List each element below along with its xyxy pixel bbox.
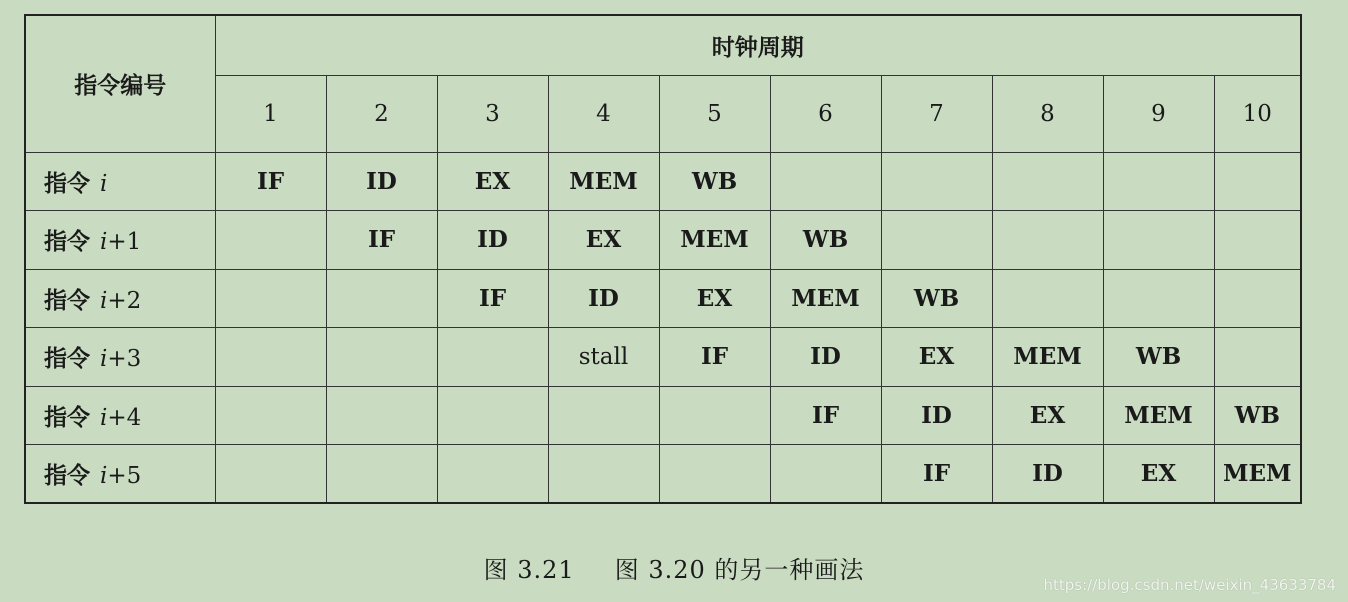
stage-cell: MEM bbox=[992, 328, 1103, 387]
cycle-number-2: 2 bbox=[326, 75, 437, 152]
stage-cell: EX bbox=[881, 328, 992, 387]
watermark: https://blog.csdn.net/weixin_43633784 bbox=[1043, 576, 1336, 594]
instruction-offset: +3 bbox=[107, 346, 142, 373]
instruction-offset: +1 bbox=[107, 229, 142, 256]
instruction-prefix: 指令 bbox=[44, 228, 90, 256]
stage-cell: WB bbox=[1103, 328, 1214, 387]
cycle-number-6: 6 bbox=[770, 75, 881, 152]
stage-cell: EX bbox=[992, 386, 1103, 445]
stage-cell: IF bbox=[326, 211, 437, 270]
cycle-number-5: 5 bbox=[659, 75, 770, 152]
instruction-offset: +4 bbox=[107, 404, 142, 431]
stage-cell bbox=[326, 445, 437, 504]
stage-cell: IF bbox=[215, 152, 326, 211]
stage-cell: WB bbox=[659, 152, 770, 211]
stage-cell: ID bbox=[770, 328, 881, 387]
instruction-variable: i bbox=[100, 287, 108, 314]
stage-cell bbox=[215, 445, 326, 504]
instruction-label bbox=[25, 445, 215, 504]
stage-cell bbox=[437, 386, 548, 445]
stage-cell bbox=[326, 328, 437, 387]
stage-cell bbox=[1214, 328, 1301, 387]
stage-cell bbox=[215, 211, 326, 270]
stage-cell: ID bbox=[992, 445, 1103, 504]
instruction-label bbox=[25, 386, 215, 445]
stage-cell bbox=[1103, 269, 1214, 328]
stage-cell bbox=[215, 269, 326, 328]
stage-cell bbox=[548, 445, 659, 504]
stage-cell: IF bbox=[770, 386, 881, 445]
stage-cell bbox=[437, 445, 548, 504]
cycle-number-1: 1 bbox=[215, 75, 326, 152]
instruction-number-header: 指令编号 bbox=[25, 15, 215, 152]
instruction-prefix: 指令 bbox=[44, 286, 90, 314]
stage-cell: ID bbox=[881, 386, 992, 445]
stage-cell bbox=[1214, 269, 1301, 328]
stage-cell: EX bbox=[437, 152, 548, 211]
instruction-prefix: 指令 bbox=[44, 462, 90, 489]
stage-cell: EX bbox=[659, 269, 770, 328]
stage-cell: WB bbox=[1214, 386, 1301, 445]
stage-cell bbox=[215, 386, 326, 445]
figure-number: 图 3.21 bbox=[483, 556, 575, 584]
stage-cell bbox=[992, 269, 1103, 328]
stage-cell bbox=[992, 211, 1103, 270]
pipeline-table bbox=[24, 14, 1302, 504]
instruction-row bbox=[25, 445, 1301, 504]
instruction-row bbox=[25, 152, 1301, 211]
stage-cell bbox=[770, 445, 881, 504]
stage-cell: MEM bbox=[770, 269, 881, 328]
stage-cell: MEM bbox=[1214, 445, 1301, 504]
stage-cell: WB bbox=[881, 269, 992, 328]
stage-cell bbox=[1214, 211, 1301, 270]
instruction-row bbox=[25, 269, 1301, 328]
stage-cell bbox=[992, 152, 1103, 211]
instruction-variable: i bbox=[100, 229, 108, 256]
instruction-label bbox=[25, 211, 215, 270]
stage-cell: EX bbox=[548, 211, 659, 270]
stage-cell bbox=[326, 386, 437, 445]
stage-cell: ID bbox=[437, 211, 548, 270]
stage-cell bbox=[1214, 152, 1301, 211]
instruction-offset: +2 bbox=[107, 287, 142, 314]
stage-cell bbox=[881, 152, 992, 211]
instruction-prefix: 指令 bbox=[44, 345, 90, 373]
instruction-prefix: 指令 bbox=[44, 403, 90, 431]
stage-cell: stall bbox=[548, 328, 659, 387]
stage-cell bbox=[1103, 152, 1214, 211]
stage-cell bbox=[1103, 211, 1214, 270]
stage-cell: IF bbox=[881, 445, 992, 504]
cycle-number-7: 7 bbox=[881, 75, 992, 152]
stage-cell bbox=[437, 328, 548, 387]
instruction-variable: i bbox=[100, 463, 108, 489]
instruction-variable: i bbox=[100, 404, 108, 431]
cycle-number-8: 8 bbox=[992, 75, 1103, 152]
stage-cell: MEM bbox=[1103, 386, 1214, 445]
cycle-number-4: 4 bbox=[548, 75, 659, 152]
stage-cell: EX bbox=[1103, 445, 1214, 504]
stage-cell bbox=[770, 152, 881, 211]
stage-cell bbox=[215, 328, 326, 387]
cycle-number-10: 10 bbox=[1214, 75, 1301, 152]
instruction-row bbox=[25, 386, 1301, 445]
stage-cell: IF bbox=[659, 328, 770, 387]
stage-cell bbox=[659, 386, 770, 445]
stage-cell: MEM bbox=[548, 152, 659, 211]
instruction-variable: i bbox=[100, 170, 108, 197]
instruction-label bbox=[25, 152, 215, 211]
cycle-number-3: 3 bbox=[437, 75, 548, 152]
stage-cell bbox=[548, 386, 659, 445]
instruction-label bbox=[25, 269, 215, 328]
stage-cell: ID bbox=[326, 152, 437, 211]
cycle-number-row bbox=[25, 75, 1301, 152]
stage-cell: WB bbox=[770, 211, 881, 270]
instruction-offset: +5 bbox=[107, 463, 142, 489]
instruction-prefix: 指令 bbox=[44, 169, 90, 197]
instruction-variable: i bbox=[100, 346, 108, 373]
clock-cycle-header: 时钟周期 bbox=[215, 15, 1301, 75]
figure-title: 图 3.20 的另一种画法 bbox=[614, 556, 865, 584]
instruction-label bbox=[25, 328, 215, 387]
stage-cell: ID bbox=[548, 269, 659, 328]
stage-cell: MEM bbox=[659, 211, 770, 270]
instruction-row bbox=[25, 328, 1301, 387]
stage-cell bbox=[659, 445, 770, 504]
pipeline-body bbox=[25, 152, 1301, 503]
stage-cell bbox=[326, 269, 437, 328]
stage-cell: IF bbox=[437, 269, 548, 328]
instruction-row bbox=[25, 211, 1301, 270]
cycle-number-9: 9 bbox=[1103, 75, 1214, 152]
stage-cell bbox=[881, 211, 992, 270]
